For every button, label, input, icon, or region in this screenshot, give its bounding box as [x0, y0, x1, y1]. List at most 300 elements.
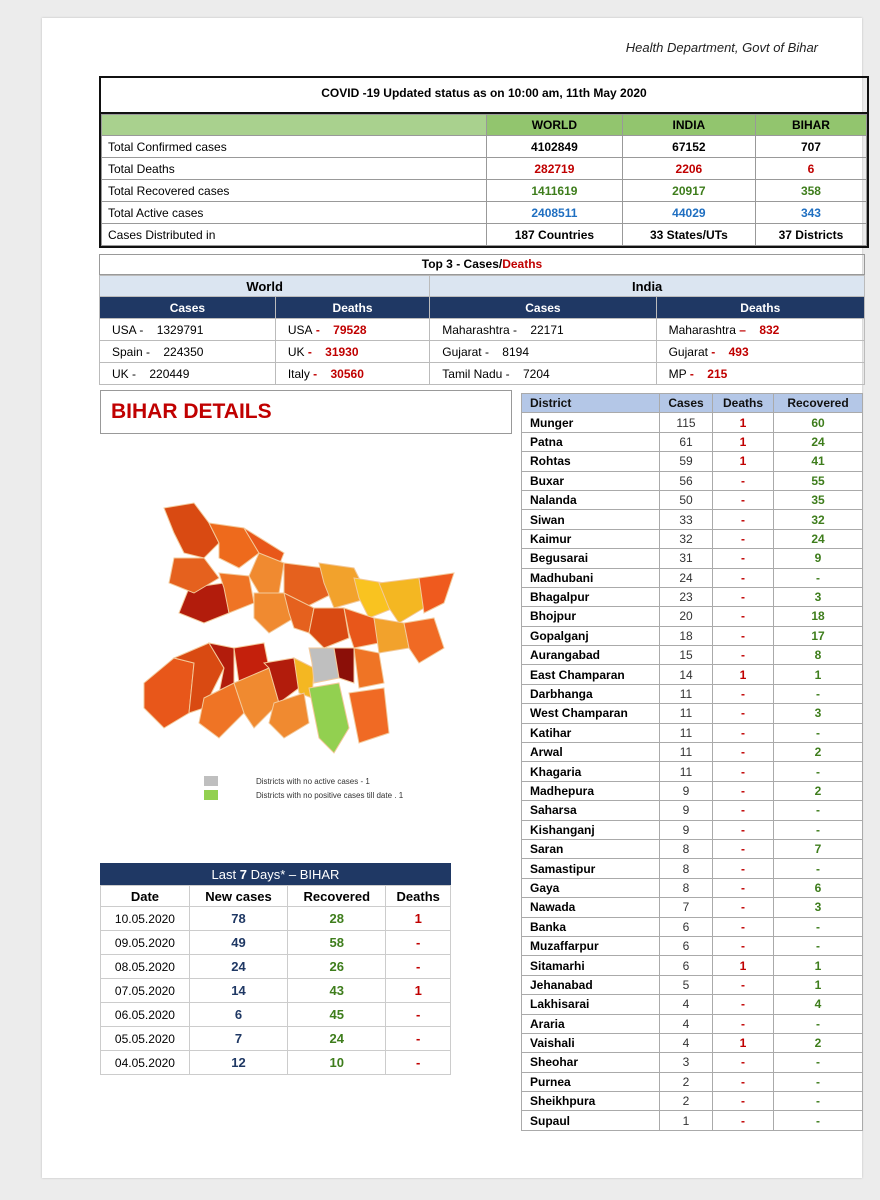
sub-cases: Cases — [430, 297, 656, 319]
summary-row — [102, 180, 867, 202]
summary-row-label: Total Active cases — [102, 202, 487, 224]
district-recovered: 35 — [774, 490, 863, 509]
district-row — [522, 1053, 863, 1072]
district-recovered: - — [774, 936, 863, 955]
district-cases: 9 — [660, 781, 713, 800]
district-row — [522, 704, 863, 723]
top3-row — [100, 363, 865, 385]
last7-recovered: 26 — [288, 955, 386, 979]
summary-value-india: 67152 — [622, 136, 755, 158]
district-cases: 14 — [660, 665, 713, 684]
district-row — [522, 956, 863, 975]
department-label: Health Department, Govt of Bihar — [625, 40, 818, 55]
col-recovered: Recovered — [774, 394, 863, 413]
last7-new-cases: 6 — [189, 1003, 287, 1027]
district-deaths: - — [713, 839, 774, 858]
district-name: Katihar — [522, 723, 660, 742]
district-name: Arwal — [522, 743, 660, 762]
district-row — [522, 762, 863, 781]
map-region — [309, 608, 349, 648]
district-recovered: 1 — [774, 956, 863, 975]
col-deaths: Deaths — [386, 886, 451, 907]
district-cases: 6 — [660, 936, 713, 955]
last7-deaths: - — [386, 1027, 451, 1051]
district-row — [522, 859, 863, 878]
district-name: Rohtas — [522, 452, 660, 471]
last7-date: 04.05.2020 — [101, 1051, 190, 1075]
district-deaths: - — [713, 510, 774, 529]
district-row — [522, 529, 863, 548]
district-recovered: - — [774, 1014, 863, 1033]
col-new-cases: New cases — [189, 886, 287, 907]
district-name: Saharsa — [522, 801, 660, 820]
district-row — [522, 684, 863, 703]
district-name: Madhepura — [522, 781, 660, 800]
legend-swatch-green — [204, 790, 218, 800]
district-recovered: 24 — [774, 432, 863, 451]
legend-swatch-grey — [204, 776, 218, 786]
district-deaths: 1 — [713, 432, 774, 451]
summary-value-bihar: 6 — [755, 158, 866, 180]
district-table — [521, 393, 863, 1131]
district-deaths: - — [713, 995, 774, 1014]
district-deaths: - — [713, 587, 774, 606]
district-cases: 3 — [660, 1053, 713, 1072]
district-row — [522, 936, 863, 955]
region-world: World — [100, 276, 430, 297]
map-region — [379, 578, 424, 623]
last7-date: 06.05.2020 — [101, 1003, 190, 1027]
summary-table — [99, 76, 869, 248]
top3-row — [100, 341, 865, 363]
district-recovered: - — [774, 1072, 863, 1091]
district-name: Jehanabad — [522, 975, 660, 994]
district-cases: 24 — [660, 568, 713, 587]
district-deaths: - — [713, 1111, 774, 1130]
district-name: Munger — [522, 413, 660, 432]
district-recovered: 18 — [774, 607, 863, 626]
district-row — [522, 801, 863, 820]
district-cases: 32 — [660, 529, 713, 548]
top3-table — [99, 254, 865, 385]
district-cases: 1 — [660, 1111, 713, 1130]
district-row — [522, 743, 863, 762]
last7-row — [101, 907, 451, 931]
district-cases: 15 — [660, 646, 713, 665]
district-cases: 11 — [660, 743, 713, 762]
district-deaths: - — [713, 646, 774, 665]
district-deaths: 1 — [713, 452, 774, 471]
district-name: Aurangabad — [522, 646, 660, 665]
bihar-district-map — [134, 498, 464, 768]
last7-row — [101, 1027, 451, 1051]
summary-value-world: 187 Countries — [487, 224, 623, 246]
district-recovered: - — [774, 1092, 863, 1111]
district-row — [522, 549, 863, 568]
last7-date: 07.05.2020 — [101, 979, 190, 1003]
district-name: Nalanda — [522, 490, 660, 509]
summary-row — [102, 202, 867, 224]
district-row — [522, 995, 863, 1014]
district-name: Bhojpur — [522, 607, 660, 626]
district-name: Bhagalpur — [522, 587, 660, 606]
district-recovered: - — [774, 801, 863, 820]
district-recovered: - — [774, 762, 863, 781]
district-cases: 23 — [660, 587, 713, 606]
col-india: INDIA — [622, 115, 755, 136]
last7-new-cases: 49 — [189, 931, 287, 955]
district-cases: 11 — [660, 684, 713, 703]
district-recovered: 7 — [774, 839, 863, 858]
summary-row-label: Cases Distributed in — [102, 224, 487, 246]
district-name: Muzaffarpur — [522, 936, 660, 955]
district-deaths: - — [713, 1092, 774, 1111]
district-deaths: - — [713, 975, 774, 994]
district-name: Siwan — [522, 510, 660, 529]
district-deaths: - — [713, 859, 774, 878]
district-row — [522, 626, 863, 645]
district-deaths: 1 — [713, 1033, 774, 1052]
district-recovered: 1 — [774, 975, 863, 994]
summary-value-bihar: 343 — [755, 202, 866, 224]
col-district: District — [522, 394, 660, 413]
district-deaths: - — [713, 801, 774, 820]
bihar-details-title: BIHAR DETAILS — [111, 400, 272, 423]
district-cases: 50 — [660, 490, 713, 509]
region-india: India — [430, 276, 865, 297]
district-name: Banka — [522, 917, 660, 936]
district-cases: 61 — [660, 432, 713, 451]
district-name: Samastipur — [522, 859, 660, 878]
col-cases: Cases — [660, 394, 713, 413]
district-deaths: - — [713, 1014, 774, 1033]
top3-cell: USA - 79528 — [275, 319, 429, 341]
district-deaths: - — [713, 878, 774, 897]
district-name: Kishanganj — [522, 820, 660, 839]
district-row — [522, 1111, 863, 1130]
district-name: Madhubani — [522, 568, 660, 587]
district-name: Gopalganj — [522, 626, 660, 645]
district-row — [522, 898, 863, 917]
district-name: Araria — [522, 1014, 660, 1033]
district-recovered: 60 — [774, 413, 863, 432]
district-row — [522, 607, 863, 626]
top3-cell: Tamil Nadu - 7204 — [430, 363, 656, 385]
sub-cases: Cases — [100, 297, 276, 319]
district-deaths: 1 — [713, 413, 774, 432]
district-row — [522, 820, 863, 839]
district-row — [522, 587, 863, 606]
last7-row — [101, 1051, 451, 1075]
district-recovered: - — [774, 568, 863, 587]
district-row — [522, 413, 863, 432]
district-recovered: 55 — [774, 471, 863, 490]
district-name: Supaul — [522, 1111, 660, 1130]
district-recovered: 8 — [774, 646, 863, 665]
district-deaths: - — [713, 626, 774, 645]
last7-recovered: 24 — [288, 1027, 386, 1051]
district-row — [522, 839, 863, 858]
district-cases: 11 — [660, 762, 713, 781]
district-row — [522, 452, 863, 471]
top3-cell: UK - 220449 — [100, 363, 276, 385]
report-page — [42, 18, 862, 1178]
summary-value-bihar: 707 — [755, 136, 866, 158]
district-cases: 115 — [660, 413, 713, 432]
top3-cell: Gujarat - 493 — [656, 341, 864, 363]
district-cases: 5 — [660, 975, 713, 994]
district-row — [522, 510, 863, 529]
map-region — [404, 618, 444, 663]
district-cases: 6 — [660, 917, 713, 936]
legend-item: Districts with no positive cases till date . 1 — [204, 788, 403, 802]
district-row — [522, 471, 863, 490]
district-recovered: 3 — [774, 704, 863, 723]
district-row — [522, 1014, 863, 1033]
district-cases: 18 — [660, 626, 713, 645]
last7-recovered: 45 — [288, 1003, 386, 1027]
district-recovered: 3 — [774, 898, 863, 917]
district-deaths: - — [713, 568, 774, 587]
summary-title: COVID -19 Updated status as on 10:00 am, 11th May 2020 — [101, 78, 867, 114]
district-row — [522, 781, 863, 800]
district-deaths: - — [713, 762, 774, 781]
top3-cell: USA - 1329791 — [100, 319, 276, 341]
district-recovered: 6 — [774, 878, 863, 897]
district-deaths: 1 — [713, 956, 774, 975]
top3-row — [100, 319, 865, 341]
district-recovered: - — [774, 820, 863, 839]
top3-cell: Maharashtra – 832 — [656, 319, 864, 341]
district-deaths: - — [713, 704, 774, 723]
district-cases: 9 — [660, 801, 713, 820]
district-recovered: 3 — [774, 587, 863, 606]
district-deaths: - — [713, 1053, 774, 1072]
last7-row — [101, 931, 451, 955]
district-deaths: 1 — [713, 665, 774, 684]
district-cases: 9 — [660, 820, 713, 839]
district-cases: 8 — [660, 839, 713, 858]
district-recovered: - — [774, 1053, 863, 1072]
district-cases: 11 — [660, 704, 713, 723]
district-recovered: 17 — [774, 626, 863, 645]
district-recovered: 2 — [774, 1033, 863, 1052]
top3-cell: MP - 215 — [656, 363, 864, 385]
district-recovered: - — [774, 723, 863, 742]
last7-new-cases: 12 — [189, 1051, 287, 1075]
last7-title: Last 7 Days* – BIHAR — [100, 863, 451, 885]
summary-value-bihar: 358 — [755, 180, 866, 202]
last7-deaths: - — [386, 931, 451, 955]
map-region — [309, 683, 349, 753]
last7-table — [100, 863, 451, 1075]
district-name: Sheohar — [522, 1053, 660, 1072]
district-name: Sheikhpura — [522, 1092, 660, 1111]
last7-deaths: - — [386, 1051, 451, 1075]
district-recovered: - — [774, 917, 863, 936]
district-name: East Champaran — [522, 665, 660, 684]
col-recovered: Recovered — [288, 886, 386, 907]
district-recovered: 4 — [774, 995, 863, 1014]
summary-row-label: Total Confirmed cases — [102, 136, 487, 158]
summary-value-world: 2408511 — [487, 202, 623, 224]
last7-deaths: - — [386, 1003, 451, 1027]
district-name: Darbhanga — [522, 684, 660, 703]
district-cases: 6 — [660, 956, 713, 975]
district-row — [522, 432, 863, 451]
summary-value-india: 44029 — [622, 202, 755, 224]
summary-row-label: Total Deaths — [102, 158, 487, 180]
district-cases: 4 — [660, 1033, 713, 1052]
district-cases: 4 — [660, 1014, 713, 1033]
district-deaths: - — [713, 684, 774, 703]
district-recovered: 9 — [774, 549, 863, 568]
summary-row-label: Total Recovered cases — [102, 180, 487, 202]
map-region — [164, 503, 219, 558]
district-cases: 56 — [660, 471, 713, 490]
last7-deaths: 1 — [386, 907, 451, 931]
district-recovered: 1 — [774, 665, 863, 684]
district-name: Purnea — [522, 1072, 660, 1091]
district-deaths: - — [713, 781, 774, 800]
district-cases: 8 — [660, 878, 713, 897]
district-name: Lakhisarai — [522, 995, 660, 1014]
district-name: Nawada — [522, 898, 660, 917]
summary-value-world: 4102849 — [487, 136, 623, 158]
summary-header-row — [102, 115, 867, 136]
summary-value-world: 282719 — [487, 158, 623, 180]
last7-recovered: 43 — [288, 979, 386, 1003]
map-legend — [204, 774, 403, 802]
district-row — [522, 1092, 863, 1111]
district-name: Gaya — [522, 878, 660, 897]
last7-date: 08.05.2020 — [101, 955, 190, 979]
summary-row — [102, 158, 867, 180]
district-cases: 11 — [660, 723, 713, 742]
last7-deaths: - — [386, 955, 451, 979]
district-cases: 20 — [660, 607, 713, 626]
district-row — [522, 490, 863, 509]
map-region — [144, 658, 194, 728]
last7-recovered: 58 — [288, 931, 386, 955]
last7-row — [101, 979, 451, 1003]
district-deaths: - — [713, 820, 774, 839]
col-world: WORLD — [487, 115, 623, 136]
summary-row — [102, 224, 867, 246]
district-name: Patna — [522, 432, 660, 451]
last7-new-cases: 7 — [189, 1027, 287, 1051]
district-row — [522, 646, 863, 665]
district-cases: 31 — [660, 549, 713, 568]
summary-value-india: 20917 — [622, 180, 755, 202]
top3-cell: Italy - 30560 — [275, 363, 429, 385]
district-name: Saran — [522, 839, 660, 858]
col-date: Date — [101, 886, 190, 907]
district-name: Vaishali — [522, 1033, 660, 1052]
district-deaths: - — [713, 723, 774, 742]
district-name: Begusarai — [522, 549, 660, 568]
district-row — [522, 917, 863, 936]
top3-title: Top 3 - Cases/Deaths — [99, 254, 865, 275]
district-cases: 7 — [660, 898, 713, 917]
last7-date: 05.05.2020 — [101, 1027, 190, 1051]
sub-deaths: Deaths — [656, 297, 864, 319]
district-recovered: - — [774, 859, 863, 878]
district-cases: 4 — [660, 995, 713, 1014]
summary-value-india: 2206 — [622, 158, 755, 180]
last7-new-cases: 14 — [189, 979, 287, 1003]
district-deaths: - — [713, 549, 774, 568]
top3-cell: Maharashtra - 22171 — [430, 319, 656, 341]
last7-deaths: 1 — [386, 979, 451, 1003]
district-name: Buxar — [522, 471, 660, 490]
district-deaths: - — [713, 607, 774, 626]
map-region — [354, 648, 384, 688]
district-row — [522, 568, 863, 587]
bihar-details-box — [100, 390, 512, 434]
district-deaths: - — [713, 917, 774, 936]
district-cases: 8 — [660, 859, 713, 878]
sub-deaths: Deaths — [275, 297, 429, 319]
district-deaths: - — [713, 529, 774, 548]
district-row — [522, 878, 863, 897]
district-deaths: - — [713, 743, 774, 762]
district-deaths: - — [713, 1072, 774, 1091]
last7-new-cases: 24 — [189, 955, 287, 979]
legend-item: Districts with no active cases - 1 — [204, 774, 403, 788]
top3-cell: UK - 31930 — [275, 341, 429, 363]
district-row — [522, 665, 863, 684]
district-cases: 2 — [660, 1092, 713, 1111]
last7-recovered: 28 — [288, 907, 386, 931]
district-name: West Champaran — [522, 704, 660, 723]
district-recovered: 41 — [774, 452, 863, 471]
district-recovered: 2 — [774, 781, 863, 800]
district-recovered: 24 — [774, 529, 863, 548]
district-row — [522, 723, 863, 742]
top3-cell: Spain - 224350 — [100, 341, 276, 363]
last7-new-cases: 78 — [189, 907, 287, 931]
last7-date: 09.05.2020 — [101, 931, 190, 955]
map-region — [349, 688, 389, 743]
district-name: Sitamarhi — [522, 956, 660, 975]
district-name: Khagaria — [522, 762, 660, 781]
district-cases: 59 — [660, 452, 713, 471]
col-deaths: Deaths — [713, 394, 774, 413]
district-recovered: - — [774, 684, 863, 703]
summary-value-india: 33 States/UTs — [622, 224, 755, 246]
district-deaths: - — [713, 898, 774, 917]
last7-recovered: 10 — [288, 1051, 386, 1075]
district-deaths: - — [713, 471, 774, 490]
district-recovered: - — [774, 1111, 863, 1130]
district-cases: 33 — [660, 510, 713, 529]
district-cases: 2 — [660, 1072, 713, 1091]
district-name: Kaimur — [522, 529, 660, 548]
last7-date: 10.05.2020 — [101, 907, 190, 931]
last7-row — [101, 955, 451, 979]
district-recovered: 32 — [774, 510, 863, 529]
district-deaths: - — [713, 490, 774, 509]
district-deaths: - — [713, 936, 774, 955]
summary-value-bihar: 37 Districts — [755, 224, 866, 246]
district-recovered: 2 — [774, 743, 863, 762]
last7-row — [101, 1003, 451, 1027]
map-region — [419, 573, 454, 613]
district-row — [522, 975, 863, 994]
summary-value-world: 1411619 — [487, 180, 623, 202]
district-row — [522, 1072, 863, 1091]
